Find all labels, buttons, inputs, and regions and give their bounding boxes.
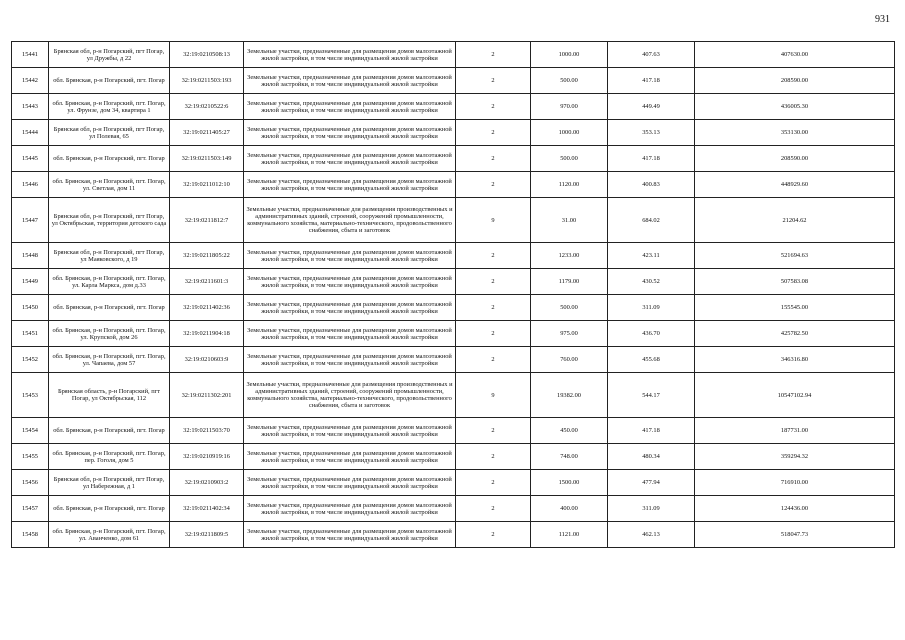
- row-number: 15445: [12, 146, 49, 172]
- row-cadastral-value: 187731.00: [695, 418, 895, 444]
- row-number: 15456: [12, 470, 49, 496]
- row-cadastral-value: 518047.73: [695, 522, 895, 548]
- row-area: 500.00: [531, 68, 608, 94]
- row-address: обл. Брянская, р-н Погарский, пгт. Погар, ул. Светлая, дом 11: [49, 172, 170, 198]
- row-number: 15458: [12, 522, 49, 548]
- row-address: обл. Брянская, р-н Погарский, пгт. Погар, пер. Гоголя, дом 5: [49, 444, 170, 470]
- row-specific-value: 423.11: [608, 243, 695, 269]
- table-row: [12, 496, 895, 522]
- row-permitted-use: Земельные участки, предназначенные для размещения домов малоэтажной жилой застройки, в том числе индивидуальной жилой застройки: [244, 496, 456, 522]
- row-specific-value: 311.09: [608, 295, 695, 321]
- table-row: [12, 68, 895, 94]
- row-area: 975.00: [531, 321, 608, 347]
- row-area: 1233.00: [531, 243, 608, 269]
- row-specific-value: 400.83: [608, 172, 695, 198]
- row-cadastral-number: 32:19:0211805:22: [170, 243, 244, 269]
- table-row: [12, 373, 895, 418]
- row-area: 1120.00: [531, 172, 608, 198]
- row-permitted-use: Земельные участки, предназначенные для размещения домов малоэтажной жилой застройки, в том числе индивидуальной жилой застройки: [244, 347, 456, 373]
- row-specific-value: 436.70: [608, 321, 695, 347]
- row-category: 2: [456, 42, 531, 68]
- row-category: 2: [456, 146, 531, 172]
- table-row: [12, 120, 895, 146]
- row-cadastral-value: 716910.00: [695, 470, 895, 496]
- row-number: 15452: [12, 347, 49, 373]
- row-permitted-use: Земельные участки, предназначенные для размещения домов малоэтажной жилой застройки, в том числе индивидуальной жилой застройки: [244, 269, 456, 295]
- row-area: 970.00: [531, 94, 608, 120]
- row-address: обл. Брянская, р-н Погарский, пгт. Погар: [49, 295, 170, 321]
- row-specific-value: 353.13: [608, 120, 695, 146]
- row-area: 748.00: [531, 444, 608, 470]
- row-cadastral-value: 10547102.94: [695, 373, 895, 418]
- row-address: Брянская обл, р-н Погарский, пгт Погар, ул Маяковского, д 19: [49, 243, 170, 269]
- row-area: 1000.00: [531, 42, 608, 68]
- row-specific-value: 684.02: [608, 198, 695, 243]
- row-cadastral-number: 32:19:0211812:7: [170, 198, 244, 243]
- row-address: обл. Брянская, р-н Погарский, пгт. Погар, ул. Крупской, дом 26: [49, 321, 170, 347]
- row-address: Брянская обл, р-н Погарский, пгт Погар, ул Октябрьская, территория детского сада: [49, 198, 170, 243]
- row-number: 15443: [12, 94, 49, 120]
- row-number: 15447: [12, 198, 49, 243]
- row-specific-value: 477.94: [608, 470, 695, 496]
- row-permitted-use: Земельные участки, предназначенные для размещения домов малоэтажной жилой застройки, в том числе индивидуальной жилой застройки: [244, 172, 456, 198]
- row-permitted-use: Земельные участки, предназначенные для размещения домов малоэтажной жилой застройки, в том числе индивидуальной жилой застройки: [244, 470, 456, 496]
- row-cadastral-value: 208590.00: [695, 146, 895, 172]
- row-category: 2: [456, 269, 531, 295]
- row-cadastral-number: 32:19:0210919:16: [170, 444, 244, 470]
- page-number: 931: [875, 14, 890, 25]
- row-cadastral-number: 32:19:0210508:13: [170, 42, 244, 68]
- row-cadastral-number: 32:19:0211601:3: [170, 269, 244, 295]
- row-cadastral-number: 32:19:0211809:5: [170, 522, 244, 548]
- row-address: обл. Брянская, р-н Погарский, пгт. Погар, ул. Чапаева, дом 57: [49, 347, 170, 373]
- row-number: 15454: [12, 418, 49, 444]
- row-permitted-use: Земельные участки, предназначенные для размещения производственных и административных зданий, строений, сооружений промышленности, коммунального хозяйства, материально-технического, продовольственного снабжения, сбыта и заготовок: [244, 373, 456, 418]
- table-row: [12, 198, 895, 243]
- row-cadastral-value: 208590.00: [695, 68, 895, 94]
- row-category: 2: [456, 172, 531, 198]
- row-number: 15446: [12, 172, 49, 198]
- row-area: 1500.00: [531, 470, 608, 496]
- table-row: [12, 172, 895, 198]
- row-cadastral-number: 32:19:0211012:10: [170, 172, 244, 198]
- row-specific-value: 417.18: [608, 68, 695, 94]
- row-cadastral-number: 32:19:0210603:9: [170, 347, 244, 373]
- row-address: Брянская обл, р-н Погарский, пгт Погар, ул Дружбы, д 22: [49, 42, 170, 68]
- row-address: обл. Брянская, р-н Погарский, пгт. Погар: [49, 68, 170, 94]
- row-address: обл. Брянская, р-н Погарский, пгт. Погар: [49, 496, 170, 522]
- row-area: 1121.00: [531, 522, 608, 548]
- row-address: обл. Брянская, р-н Погарский, пгт. Погар, ул. Карла Маркса, дом д.33: [49, 269, 170, 295]
- row-number: 15441: [12, 42, 49, 68]
- row-permitted-use: Земельные участки, предназначенные для размещения домов малоэтажной жилой застройки, в том числе индивидуальной жилой застройки: [244, 295, 456, 321]
- row-specific-value: 417.18: [608, 418, 695, 444]
- row-category: 2: [456, 470, 531, 496]
- row-specific-value: 449.49: [608, 94, 695, 120]
- row-category: 2: [456, 496, 531, 522]
- row-area: 760.00: [531, 347, 608, 373]
- row-area: 31.00: [531, 198, 608, 243]
- row-cadastral-number: 32:19:0211503:193: [170, 68, 244, 94]
- cadastral-value-table: [11, 41, 895, 548]
- row-category: 2: [456, 68, 531, 94]
- row-address: обл. Брянская, р-н Погарский, пгт. Погар: [49, 146, 170, 172]
- row-cadastral-value: 425782.50: [695, 321, 895, 347]
- table-row: [12, 444, 895, 470]
- table-row: [12, 94, 895, 120]
- table-row: [12, 347, 895, 373]
- row-area: 400.00: [531, 496, 608, 522]
- row-area: 1179.00: [531, 269, 608, 295]
- table-row: [12, 243, 895, 269]
- row-address: обл. Брянская, р-н Погарский, пгт. Погар: [49, 418, 170, 444]
- row-cadastral-value: 155545.00: [695, 295, 895, 321]
- row-cadastral-number: 32:19:0211402:36: [170, 295, 244, 321]
- row-area: 500.00: [531, 295, 608, 321]
- table-row: [12, 146, 895, 172]
- row-number: 15455: [12, 444, 49, 470]
- row-cadastral-value: 359294.32: [695, 444, 895, 470]
- row-number: 15451: [12, 321, 49, 347]
- row-category: 2: [456, 321, 531, 347]
- row-cadastral-number: 32:19:0211904:18: [170, 321, 244, 347]
- row-cadastral-value: 407630.00: [695, 42, 895, 68]
- table-body: [12, 42, 895, 548]
- row-area: 500.00: [531, 146, 608, 172]
- row-cadastral-value: 521694.63: [695, 243, 895, 269]
- row-permitted-use: Земельные участки, предназначенные для размещения производственных и административных зданий, строений, сооружений промышленности, коммунального хозяйства, материально-технического, продовольственного снабжения, сбыта и заготовок: [244, 198, 456, 243]
- row-number: 15444: [12, 120, 49, 146]
- row-category: 2: [456, 418, 531, 444]
- row-cadastral-number: 32:19:0211503:70: [170, 418, 244, 444]
- row-category: 2: [456, 243, 531, 269]
- row-permitted-use: Земельные участки, предназначенные для размещения домов малоэтажной жилой застройки, в том числе индивидуальной жилой застройки: [244, 42, 456, 68]
- row-category: 9: [456, 373, 531, 418]
- row-address: обл. Брянская, р-н Погарский, пгт. Погар, ул. Фрунзе, дом 34, квартира 1: [49, 94, 170, 120]
- row-category: 2: [456, 522, 531, 548]
- row-category: 2: [456, 295, 531, 321]
- table-row: [12, 470, 895, 496]
- row-area: 450.00: [531, 418, 608, 444]
- row-address: обл. Брянская, р-н Погарский, пгт. Погар, ул. Аванченко, дом 61: [49, 522, 170, 548]
- row-number: 15457: [12, 496, 49, 522]
- row-category: 2: [456, 94, 531, 120]
- row-number: 15442: [12, 68, 49, 94]
- row-address: Брянская обл, р-н Погарский, пгт Погар, ул Набережная, д 1: [49, 470, 170, 496]
- row-cadastral-number: 32:19:0210903:2: [170, 470, 244, 496]
- row-specific-value: 311.09: [608, 496, 695, 522]
- row-cadastral-number: 32:19:0211302:201: [170, 373, 244, 418]
- row-permitted-use: Земельные участки, предназначенные для размещения домов малоэтажной жилой застройки, в том числе индивидуальной жилой застройки: [244, 94, 456, 120]
- row-category: 2: [456, 120, 531, 146]
- row-cadastral-number: 32:19:0211503:149: [170, 146, 244, 172]
- row-specific-value: 417.18: [608, 146, 695, 172]
- row-cadastral-number: 32:19:0211405:27: [170, 120, 244, 146]
- row-area: 1000.00: [531, 120, 608, 146]
- row-cadastral-value: 353130.00: [695, 120, 895, 146]
- row-permitted-use: Земельные участки, предназначенные для размещения домов малоэтажной жилой застройки, в том числе индивидуальной жилой застройки: [244, 243, 456, 269]
- row-address: Брянская обл, р-н Погарский, пгт Погар, ул Полевая, 65: [49, 120, 170, 146]
- row-specific-value: 430.52: [608, 269, 695, 295]
- row-cadastral-value: 448929.60: [695, 172, 895, 198]
- row-specific-value: 480.34: [608, 444, 695, 470]
- table-row: [12, 295, 895, 321]
- row-category: 9: [456, 198, 531, 243]
- row-cadastral-value: 346316.80: [695, 347, 895, 373]
- row-specific-value: 455.68: [608, 347, 695, 373]
- row-number: 15450: [12, 295, 49, 321]
- row-cadastral-number: 32:19:0211402:34: [170, 496, 244, 522]
- row-number: 15449: [12, 269, 49, 295]
- row-category: 2: [456, 444, 531, 470]
- row-permitted-use: Земельные участки, предназначенные для размещения домов малоэтажной жилой застройки, в том числе индивидуальной жилой застройки: [244, 68, 456, 94]
- row-area: 19382.00: [531, 373, 608, 418]
- row-specific-value: 544.17: [608, 373, 695, 418]
- row-category: 2: [456, 347, 531, 373]
- row-address: Брянская область, р-н Погарский, пгт Погар, ул Октябрьская, 112: [49, 373, 170, 418]
- row-number: 15453: [12, 373, 49, 418]
- table-row: [12, 321, 895, 347]
- row-permitted-use: Земельные участки, предназначенные для размещения домов малоэтажной жилой застройки, в том числе индивидуальной жилой застройки: [244, 444, 456, 470]
- row-specific-value: 407.63: [608, 42, 695, 68]
- row-cadastral-number: 32:19:0210522:6: [170, 94, 244, 120]
- table-row: [12, 269, 895, 295]
- row-permitted-use: Земельные участки, предназначенные для размещения домов малоэтажной жилой застройки, в том числе индивидуальной жилой застройки: [244, 120, 456, 146]
- table-row: [12, 418, 895, 444]
- table-row: [12, 522, 895, 548]
- row-cadastral-value: 436005.30: [695, 94, 895, 120]
- row-permitted-use: Земельные участки, предназначенные для размещения домов малоэтажной жилой застройки, в том числе индивидуальной жилой застройки: [244, 418, 456, 444]
- row-number: 15448: [12, 243, 49, 269]
- row-permitted-use: Земельные участки, предназначенные для размещения домов малоэтажной жилой застройки, в том числе индивидуальной жилой застройки: [244, 522, 456, 548]
- row-cadastral-value: 124436.00: [695, 496, 895, 522]
- row-specific-value: 462.13: [608, 522, 695, 548]
- row-cadastral-value: 21204.62: [695, 198, 895, 243]
- row-cadastral-value: 507583.08: [695, 269, 895, 295]
- row-permitted-use: Земельные участки, предназначенные для размещения домов малоэтажной жилой застройки, в том числе индивидуальной жилой застройки: [244, 321, 456, 347]
- table-row: [12, 42, 895, 68]
- row-permitted-use: Земельные участки, предназначенные для размещения домов малоэтажной жилой застройки, в том числе индивидуальной жилой застройки: [244, 146, 456, 172]
